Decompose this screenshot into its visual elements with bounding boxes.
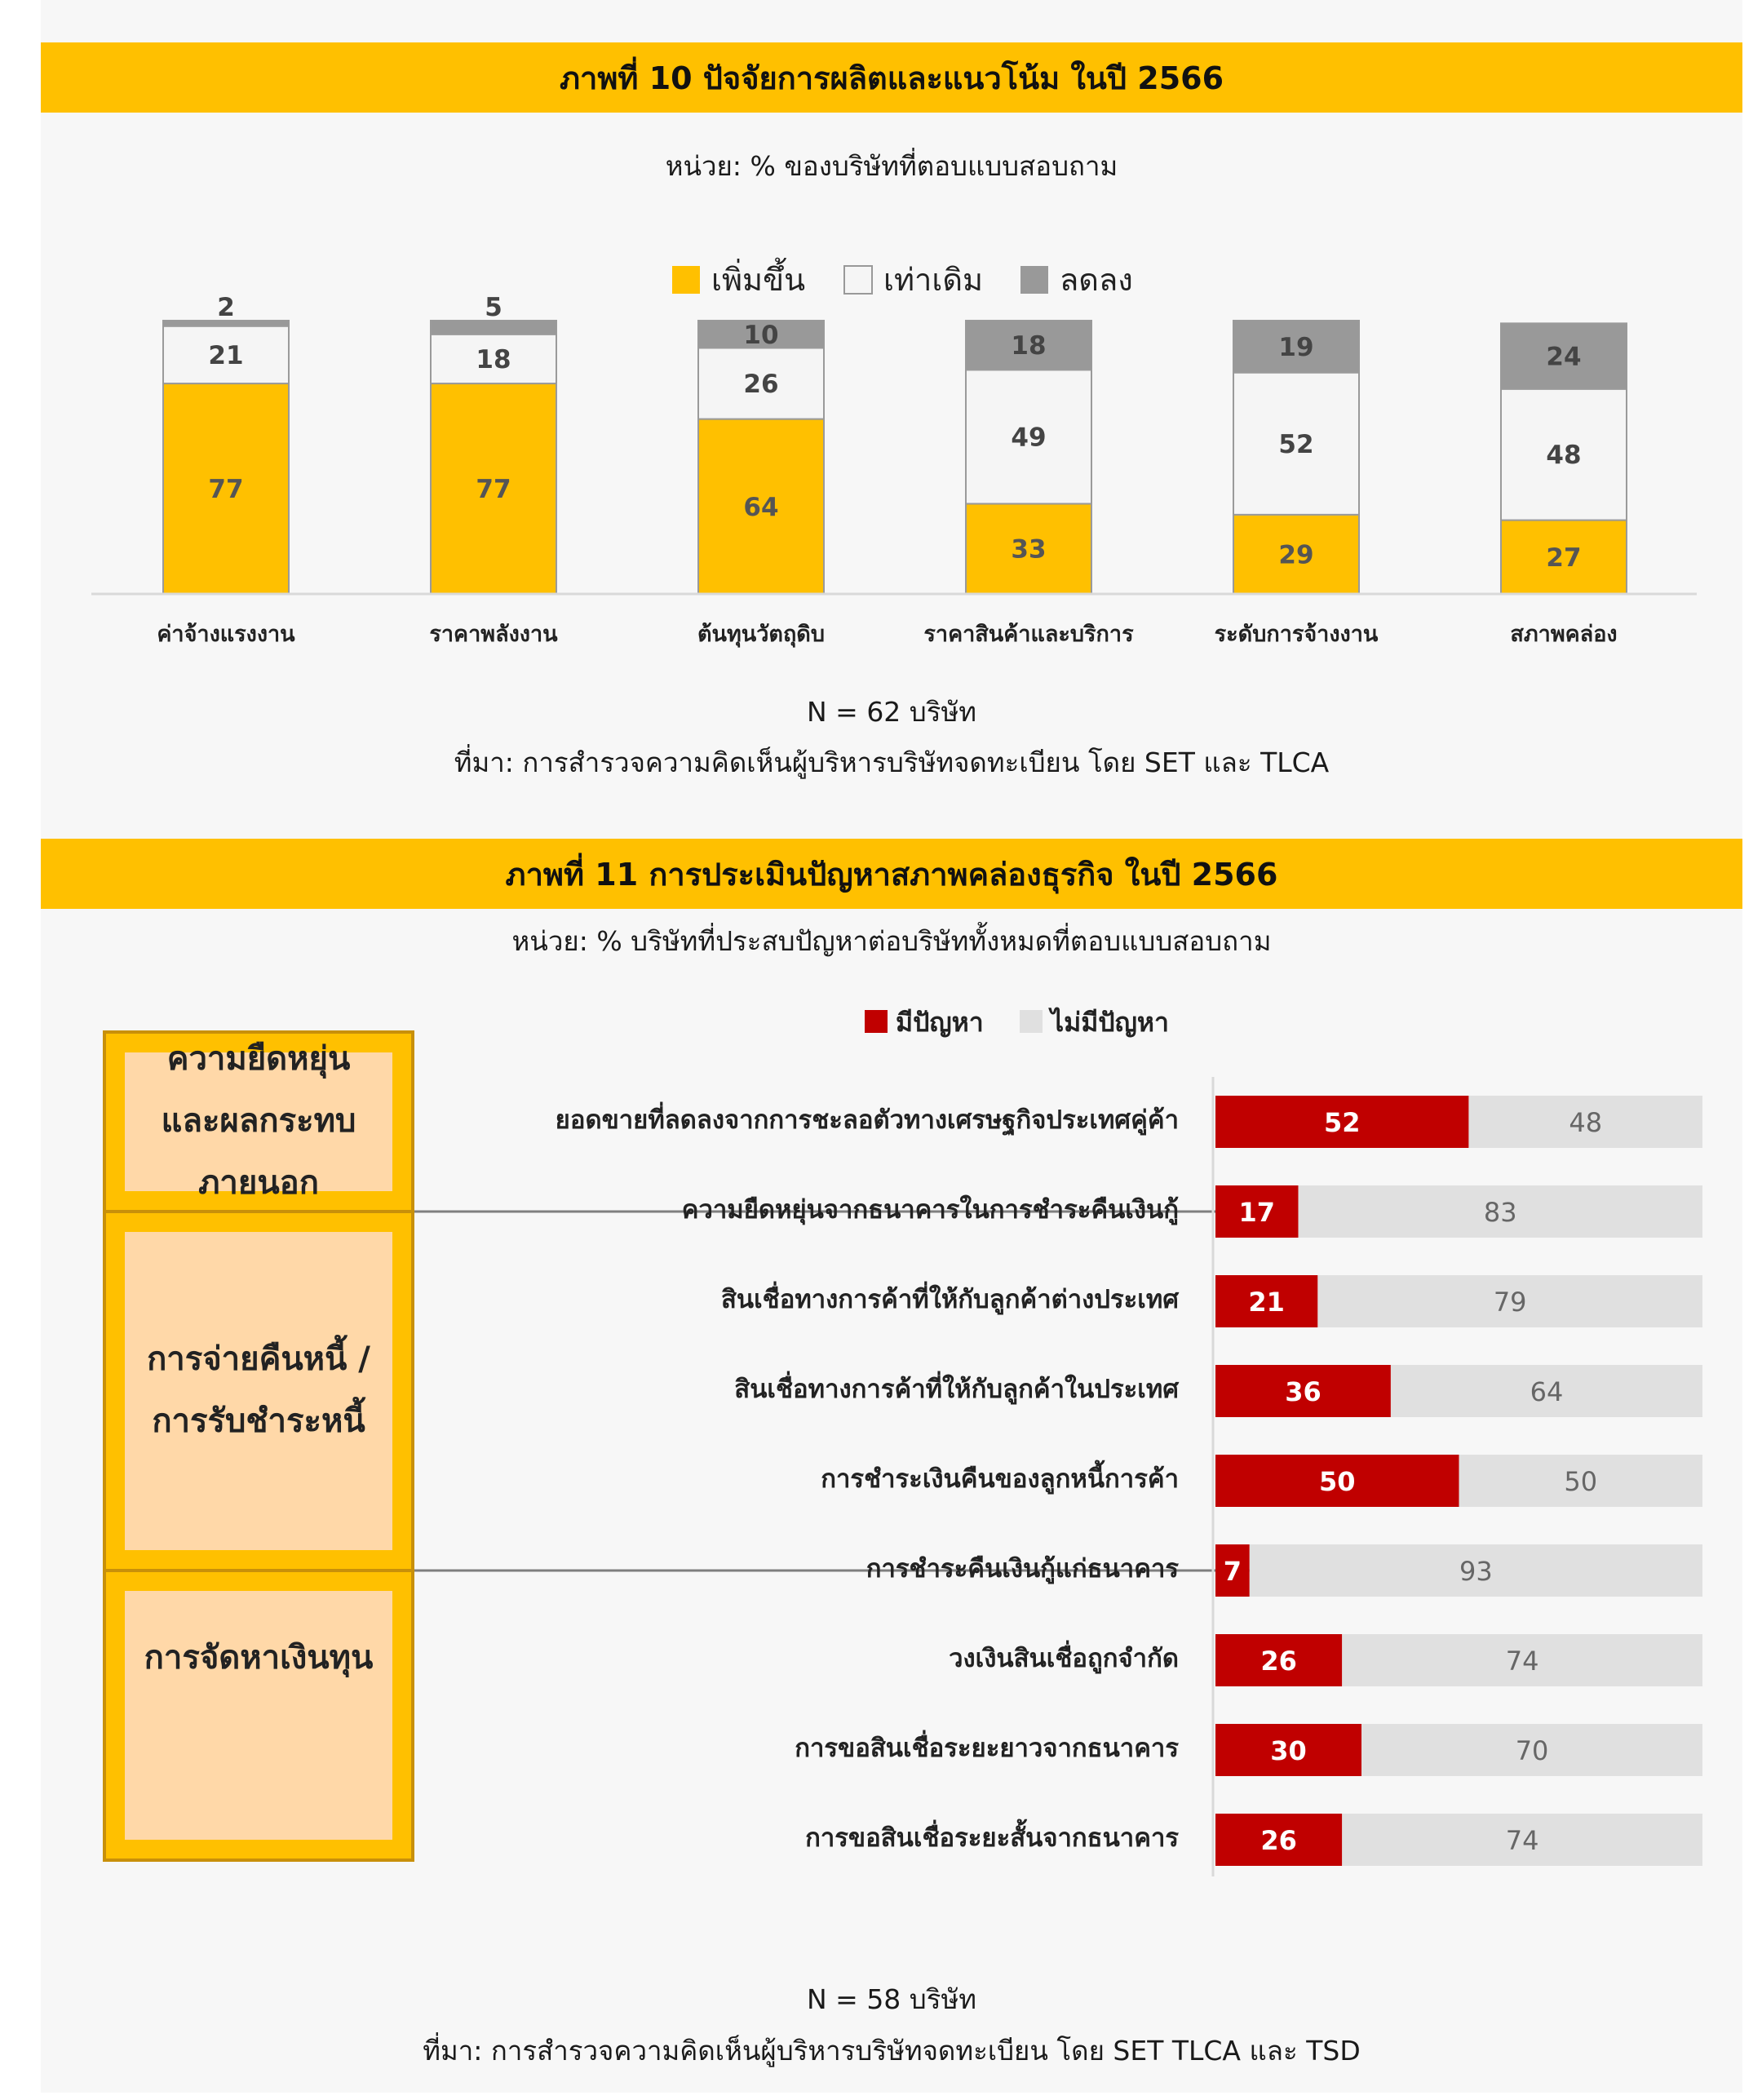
data-label-no-problem-6: 74 [1505, 1646, 1539, 1677]
row-label-5: การชำระคืนเงินกู้แก่ธนาคาร [866, 1554, 1179, 1584]
row-label-4: การชำระเงินคืนของลูกหนี้การค้า [821, 1464, 1179, 1494]
data-label-no-problem-5: 93 [1459, 1556, 1493, 1587]
x-tick-label-2: ต้นทุนวัตถุดิบ [697, 622, 825, 647]
data-label-2-0: 64 [743, 492, 779, 522]
data-label-0-2: 2 [217, 293, 235, 322]
row-label-8: การขอสินเชื่อระยะสั้นจากธนาคาร [805, 1823, 1179, 1853]
data-label-5-1: 48 [1546, 441, 1582, 471]
data-label-problem-5: 7 [1223, 1556, 1242, 1587]
legend-swatch-problem [865, 1010, 888, 1033]
x-tick-label-3: ราคาสินค้าและบริการ [923, 622, 1134, 647]
data-label-1-2: 5 [485, 293, 502, 322]
data-label-problem-0: 52 [1323, 1107, 1361, 1138]
legend-swatch-2 [1020, 266, 1048, 294]
group-label-0-0: ความยืดหยุ่น [166, 1040, 351, 1078]
legend-swatch-1 [844, 266, 872, 294]
data-label-problem-8: 26 [1260, 1825, 1297, 1856]
data-label-no-problem-7: 70 [1515, 1735, 1549, 1766]
row-label-3: สินเชื่อทางการค้าที่ให้กับลูกค้าในประเทศ [734, 1375, 1179, 1404]
data-label-no-problem-8: 74 [1505, 1825, 1539, 1856]
data-label-no-problem-2: 79 [1493, 1287, 1527, 1318]
x-tick-label-1: ราคาพลังงาน [429, 622, 558, 647]
group-box-inner-1 [125, 1232, 392, 1550]
data-label-5-2: 24 [1546, 342, 1582, 372]
data-label-2-2: 10 [743, 320, 779, 350]
chart1-source: ที่มา: การสำรวจความคิดเห็นผู้บริหารบริษัทจดทะเบียน โดย SET และ TLCA [454, 747, 1330, 778]
data-label-1-0: 77 [476, 475, 511, 505]
data-label-0-0: 77 [208, 475, 244, 505]
data-label-4-0: 29 [1278, 540, 1314, 570]
row-label-7: การขอสินเชื่อระยะยาวจากธนาคาร [795, 1734, 1179, 1763]
data-label-problem-4: 50 [1318, 1466, 1356, 1497]
chart1-svg [0, 245, 1762, 669]
row-label-2: สินเชื่อทางการค้าที่ให้กับลูกค้าต่างประเทศ [720, 1285, 1179, 1314]
row-label-6: วงเงินสินเชื่อถูกจำกัด [949, 1644, 1179, 1673]
data-label-3-2: 18 [1011, 331, 1047, 361]
data-label-no-problem-4: 50 [1564, 1466, 1598, 1497]
row-label-0: ยอดขายที่ลดลงจากการชะลอตัวทางเศรษฐกิจประเทศคู่ค้า [555, 1105, 1179, 1135]
row-label-1: ความยืดหยุ่นจากธนาคารในการชำระคืนเงินกู้ [681, 1195, 1179, 1225]
legend-swatch-no-problem [1020, 1010, 1043, 1033]
data-label-2-1: 26 [743, 370, 779, 400]
group-label-1-1: การรับชำระหนี้ [152, 1402, 365, 1440]
data-label-problem-6: 26 [1260, 1646, 1297, 1677]
data-label-3-0: 33 [1011, 534, 1047, 565]
chart2-sample: N = 58 บริษัท [807, 1983, 976, 2015]
group-label-0-2: ภายนอก [198, 1164, 319, 1202]
data-label-problem-2: 21 [1248, 1287, 1285, 1318]
x-tick-label-5: สภาพคล่อง [1510, 622, 1618, 647]
chart2-rows [556, 1096, 1702, 1866]
data-label-problem-3: 36 [1285, 1376, 1322, 1407]
chart1-bars [163, 293, 1627, 594]
chart1-legend [672, 257, 1133, 298]
chart1-sample: N = 62 บริษัท [807, 696, 976, 728]
data-label-3-1: 49 [1011, 423, 1047, 453]
data-label-4-2: 19 [1278, 332, 1314, 362]
chart2-svg [0, 987, 1762, 1885]
legend-label-2: ลดลง [1060, 262, 1133, 298]
data-label-4-1: 52 [1278, 429, 1314, 459]
group-label-0-1: และผลกระทบ [161, 1102, 356, 1140]
group-box-inner-2 [125, 1591, 392, 1840]
chart1-title: ภาพที่ 10 ปัจจัยการผลิตและแนวโน้ม ในปี 2566 [41, 42, 1742, 113]
chart2-legend [865, 1007, 1169, 1038]
legend-label-0: เพิ่มขึ้น [711, 262, 806, 298]
x-tick-label-0: ค่าจ้างแรงงาน [157, 622, 295, 647]
legend-label-1: เท่าเดิม [883, 262, 984, 298]
group-label-2-0: การจัดหาเงินทุน [144, 1639, 374, 1677]
legend-label-no-problem: ไม่มีปัญหา [1051, 1007, 1169, 1038]
legend-swatch-0 [672, 266, 700, 294]
data-label-problem-1: 17 [1238, 1197, 1276, 1228]
chart2-title: ภาพที่ 11 การประเมินปัญหาสภาพคล่องธุรกิจ ในปี 2566 [41, 839, 1742, 909]
chart2-source: ที่มา: การสำรวจความคิดเห็นผู้บริหารบริษัทจดทะเบียน โดย SET TLCA และ TSD [423, 2035, 1361, 2067]
data-label-no-problem-3: 64 [1530, 1376, 1564, 1407]
data-label-1-1: 18 [476, 344, 511, 374]
data-label-problem-7: 30 [1270, 1735, 1307, 1766]
chart1-unit: หน่วย: % ของบริษัทที่ตอบแบบสอบถาม [665, 150, 1118, 182]
data-label-no-problem-1: 83 [1483, 1197, 1517, 1228]
data-label-5-0: 27 [1546, 543, 1582, 573]
x-tick-label-4: ระดับการจ้างงาน [1214, 622, 1379, 647]
data-label-no-problem-0: 48 [1569, 1107, 1603, 1138]
chart2-unit: หน่วย: % บริษัทที่ประสบปัญหาต่อบริษัททั้งหมดที่ตอบแบบสอบถาม [511, 925, 1272, 957]
data-label-0-1: 21 [208, 340, 244, 370]
bar-seg-1-2 [431, 321, 556, 334]
group-label-1-0: การจ่ายคืนหนี้ / [147, 1340, 370, 1378]
chart1-x-labels [157, 622, 1617, 648]
legend-label-problem: มีปัญหา [896, 1007, 984, 1038]
